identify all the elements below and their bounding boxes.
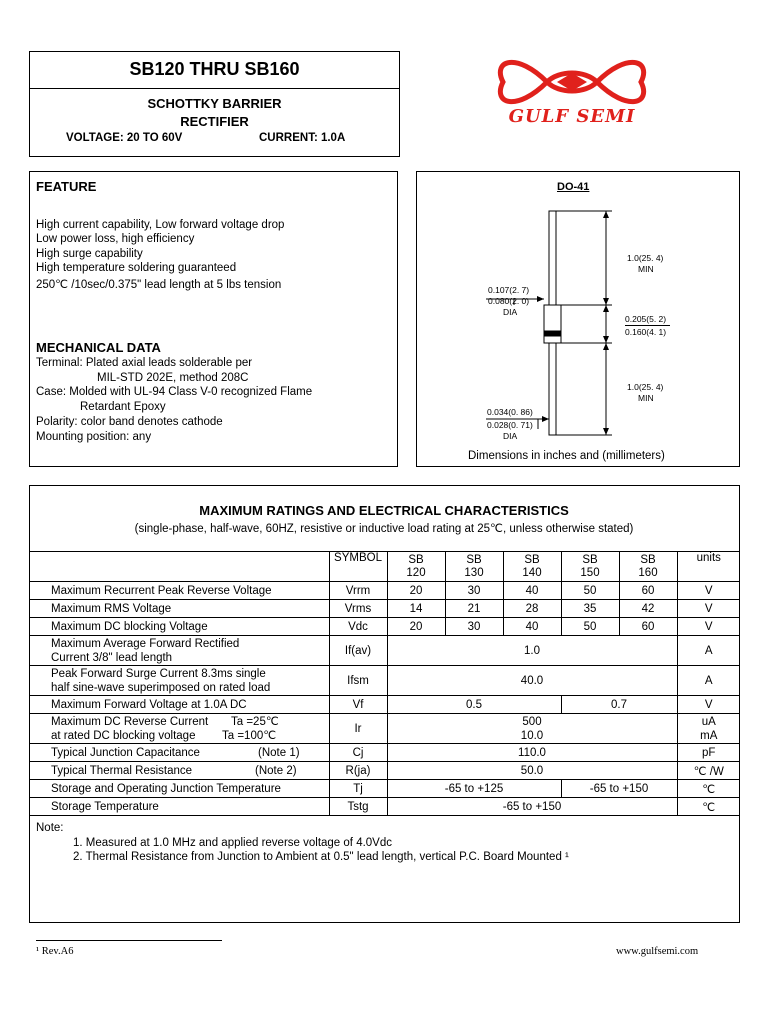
- package-name: DO-41: [557, 181, 590, 193]
- mechanical-heading: MECHANICAL DATA: [36, 340, 161, 355]
- table-row: Peak Forward Surge Current 8.3ms single half sine-wave superimposed on rated load Ifsm 40.0 A: [29, 666, 740, 696]
- feature-item: High temperature soldering guaranteed: [36, 262, 237, 274]
- table-header-row: [29, 552, 740, 582]
- body-dia-max: 0.107(2. 7): [488, 285, 530, 295]
- part-header: SB 150: [561, 552, 619, 582]
- subtitle-line-1: SCHOTTKY BARRIER: [147, 96, 282, 111]
- ratings-subheading: (single-phase, half-wave, 60HZ, resistive or inductive load rating at 25℃, unless otherwise stated): [134, 523, 634, 535]
- current-spec: CURRENT: 1.0A: [259, 132, 346, 144]
- table-row: Maximum DC blocking Voltage Vdc 20 30 40 50 60 V: [29, 618, 740, 636]
- mechanical-line: Mounting position: any: [36, 431, 152, 443]
- lead-dia-max: 0.034(0. 86): [487, 407, 533, 417]
- dimensions-caption: Dimensions in inches and (millimeters): [468, 450, 665, 462]
- part-title: SB120 THRU SB160: [129, 59, 300, 79]
- table-row: Typical Junction Capacitance (Note 1) Cj 110.0 pF: [29, 744, 740, 762]
- mechanical-line: Case: Molded with UL-94 Class V-0 recognized Flame: [36, 386, 313, 398]
- feature-item: High surge capability: [36, 248, 143, 260]
- lead-dia-label: DIA: [503, 431, 518, 441]
- notes-title: Note:: [36, 822, 64, 834]
- logo-text: GULF SEMI: [508, 106, 636, 127]
- table-row: Maximum Recurrent Peak Reverse Voltage Vrrm 20 30 40 50 60 V: [29, 582, 740, 600]
- title-box: [29, 51, 400, 157]
- mechanical-line: Terminal: Plated axial leads solderable per: [36, 357, 253, 369]
- do41-outline-drawing: [416, 171, 740, 467]
- body-len-max: 0.205(5. 2): [625, 314, 667, 324]
- table-row: Maximum DC Reverse Current Ta =25℃ at rated DC blocking voltage Ta =100℃ Ir 500 10.0 uA mA: [29, 714, 740, 744]
- table-row: Storage Temperature Tstg -65 to +150 ℃: [29, 798, 740, 816]
- subtitle-line-2: RECTIFIER: [180, 114, 249, 129]
- body-dia-label: DIA: [503, 307, 518, 317]
- part-header: SB 120: [387, 552, 445, 582]
- part-header: SB 130: [445, 552, 503, 582]
- mechanical-line: Retardant Epoxy: [80, 401, 166, 413]
- feature-item: Low power loss, high efficiency: [36, 233, 195, 245]
- feature-item: High current capability, Low forward voltage drop: [36, 219, 285, 231]
- lead-length-bottom: 1.0(25. 4): [627, 382, 664, 392]
- lead-length-bottom-min: MIN: [638, 393, 654, 403]
- ratings-heading: MAXIMUM RATINGS AND ELECTRICAL CHARACTERISTICS: [199, 503, 569, 518]
- mechanical-line: Polarity: color band denotes cathode: [36, 416, 223, 428]
- revision-label: ¹ Rev.A6: [36, 946, 74, 957]
- feature-item: 250℃ /10sec/0.375" lead length at 5 lbs tension: [36, 279, 282, 291]
- ratings-table: [29, 551, 740, 816]
- website-url: www.gulfsemi.com: [616, 946, 699, 957]
- body-len-min: 0.160(4. 1): [625, 327, 667, 337]
- body-len-divider: [625, 325, 670, 326]
- table-row: Storage and Operating Junction Temperature Tj -65 to +125 -65 to +150 ℃: [29, 780, 740, 798]
- note-item: 1. Measured at 1.0 MHz and applied reverse voltage of 4.0Vdc: [73, 837, 392, 849]
- symbol-header: SYMBOL: [329, 552, 387, 582]
- part-header: SB 140: [503, 552, 561, 582]
- units-header: units: [677, 552, 740, 582]
- note-item: 2. Thermal Resistance from Junction to Ambient at 0.5" lead length, vertical P.C. Board Mounted ¹: [73, 851, 569, 863]
- table-row: Maximum RMS Voltage Vrms 14 21 28 35 42 V: [29, 600, 740, 618]
- feature-heading: FEATURE: [36, 179, 97, 194]
- body-dia-min: 0.080(2. 0): [488, 296, 530, 306]
- lead-dia-min: 0.028(0. 71): [487, 420, 533, 430]
- voltage-spec: VOLTAGE: 20 TO 60V: [66, 132, 183, 144]
- lead-length-top: 1.0(25. 4): [627, 253, 664, 263]
- table-row: Maximum Forward Voltage at 1.0A DC Vf 0.5 0.7 V: [29, 696, 740, 714]
- footnote-rule: [36, 940, 222, 941]
- mechanical-line: MIL-STD 202E, method 208C: [97, 372, 249, 384]
- lead-length-top-min: MIN: [638, 264, 654, 274]
- part-header: SB 160: [619, 552, 677, 582]
- table-row: Maximum Average Forward Rectified Current 3/8" lead length If(av) 1.0 A: [29, 636, 740, 666]
- table-row: Typical Thermal Resistance (Note 2) R(ja) 50.0 ℃ /W: [29, 762, 740, 780]
